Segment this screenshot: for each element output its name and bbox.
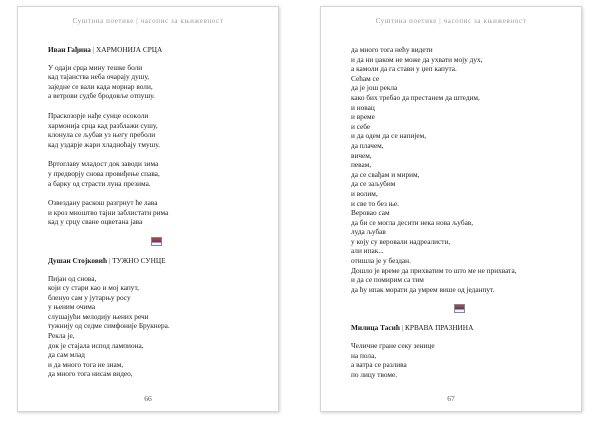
verse-line: отишла је у бездан. xyxy=(351,256,411,266)
verse-line: кад у срцу сване оцветана јава xyxy=(48,217,143,227)
verse-line: Веровао сам xyxy=(351,208,390,218)
verse-line: и све то без ње. xyxy=(351,198,399,208)
verse-line: слушајући мелодију њених речи xyxy=(48,311,149,321)
poem-title-line xyxy=(48,256,264,266)
verse-line: У одаји срца мину тешке боли xyxy=(48,62,143,72)
verse-line: да ћу ипак морати да умрем више од једанпут. xyxy=(351,284,495,294)
stanza xyxy=(48,198,264,227)
verse-line: у предворју снова провиђење спава, xyxy=(48,168,160,178)
stanza xyxy=(48,159,264,188)
verse-line: Вртоглаву младост док заводи зима xyxy=(48,159,159,169)
verse-line: а камоли да га стави у џеп капута. xyxy=(351,64,457,74)
verse-line: Рекла је, xyxy=(48,331,75,341)
poem-title-line xyxy=(48,45,264,55)
poem-continuation xyxy=(351,45,567,294)
verse-line: да много тога нисам видео, xyxy=(48,369,133,379)
verse-line: и новац xyxy=(351,102,375,112)
stanza xyxy=(48,274,264,380)
left-page-content xyxy=(48,45,264,389)
title-separator: | xyxy=(90,45,97,54)
verse-line: Праскозорје нађе сунце осокoли xyxy=(48,110,149,120)
left-page xyxy=(17,6,279,412)
verse-line: а ватра се разлива xyxy=(351,360,407,370)
stanza xyxy=(48,63,264,101)
verse-line: али ипак... xyxy=(351,246,384,256)
stanza xyxy=(48,111,264,149)
verse-line: по лицу твоме. xyxy=(351,369,398,379)
verse-line: хармонија срца кад разблажи сушу, xyxy=(48,120,158,130)
serbian-flag-icon xyxy=(454,304,465,313)
poem-body xyxy=(48,63,264,227)
poem-title-line xyxy=(351,323,567,333)
page-header: Суштина поетике | часопис за књижевност xyxy=(72,17,224,25)
verse-line: да плачем, xyxy=(351,140,384,150)
verse-line: певам, xyxy=(351,160,372,170)
title-separator: | xyxy=(107,255,113,265)
poem-author: Милица Тасић xyxy=(351,323,400,333)
verse-line: у коју су веровали надреалисти, xyxy=(351,236,451,246)
verse-line: док је стајала испод лампиона, xyxy=(48,340,144,350)
verse-line: на пола, xyxy=(351,350,377,360)
poem-title: ХАРМОНИЈА СРЦА xyxy=(96,45,163,54)
verse-line: који су стари као и мој капут, xyxy=(48,283,139,293)
right-page-content xyxy=(351,45,567,389)
verse-line: Челичне гране секу зенице xyxy=(351,341,435,351)
verse-line: да сам млад xyxy=(48,350,85,360)
serbian-flag-icon xyxy=(151,237,162,246)
page-header: Суштина поетике | часопис за књижевност xyxy=(375,17,527,25)
poem-author: Душан Стојковић xyxy=(48,255,108,265)
verse-line: и да одем да се напијем, xyxy=(351,131,427,141)
verse-line: а ветрови судбе бродовље отпушу. xyxy=(48,91,155,101)
right-page xyxy=(320,6,582,412)
poem-body xyxy=(351,341,567,379)
poem-title: КРВАВА ПРАЗНИНА xyxy=(405,323,474,333)
verse-line: заједнe се вали када морнар воли, xyxy=(48,81,153,91)
verse-line: кад тајанства неба очарају душу, xyxy=(48,72,150,82)
stanza xyxy=(351,341,567,379)
poem-title: ТУЖНО СУНЦЕ xyxy=(112,255,166,265)
verse-line: а барку од страсти луна презима. xyxy=(48,178,151,188)
verse-line: клонула се љубав уз његу преболи xyxy=(48,130,156,140)
verse-line: бленуо сам у јутарњу росу xyxy=(48,292,131,302)
verse-line: и да се помирим са тим xyxy=(351,275,424,285)
verse-line: да се заљубим xyxy=(351,179,396,189)
verse-line: и да ни џаком не може да ухвати моју дух, xyxy=(351,54,483,64)
verse-line: да је још рекла xyxy=(351,83,398,93)
poem-author: Иван Гађина xyxy=(48,45,91,54)
verse-line: да се свађам и мирим, xyxy=(351,169,420,179)
verse-line: вичем, xyxy=(351,150,372,160)
verse-line: луда љубав xyxy=(351,227,386,237)
verse-line: у њеним очима xyxy=(48,302,96,312)
verse-line: и волим, xyxy=(351,188,378,198)
verse-line: да много тога нећу видети xyxy=(351,45,433,54)
verse-line: Озвездану раскош разгрнут ће лава xyxy=(48,198,158,208)
verse-line: тужнију од седме симфоније Брукнера. xyxy=(48,321,170,331)
verse-line: и себе xyxy=(351,121,371,131)
verse-line: и време xyxy=(351,112,375,122)
verse-line: и да много тога не знам, xyxy=(48,359,124,369)
verse-line: кад уздарје жари хладноћају тмушу. xyxy=(48,139,160,149)
verse-line: Дошло је време да прихватим то што ме не прихвата, xyxy=(351,265,517,275)
verse-line: да би се могла десити нека нова љубав, xyxy=(351,217,474,227)
page-number: 67 xyxy=(447,394,455,403)
title-separator: | xyxy=(399,323,406,333)
verse-line: како бих требао да престанем да штедим, xyxy=(351,92,480,102)
verse-line: и кроз мноштво тајни заблистати рима xyxy=(48,207,169,217)
verse-line: Пијан од снова, xyxy=(48,273,97,283)
page-number: 66 xyxy=(144,394,152,403)
poem-body xyxy=(48,274,264,380)
verse-line: Сећам се xyxy=(351,73,380,83)
